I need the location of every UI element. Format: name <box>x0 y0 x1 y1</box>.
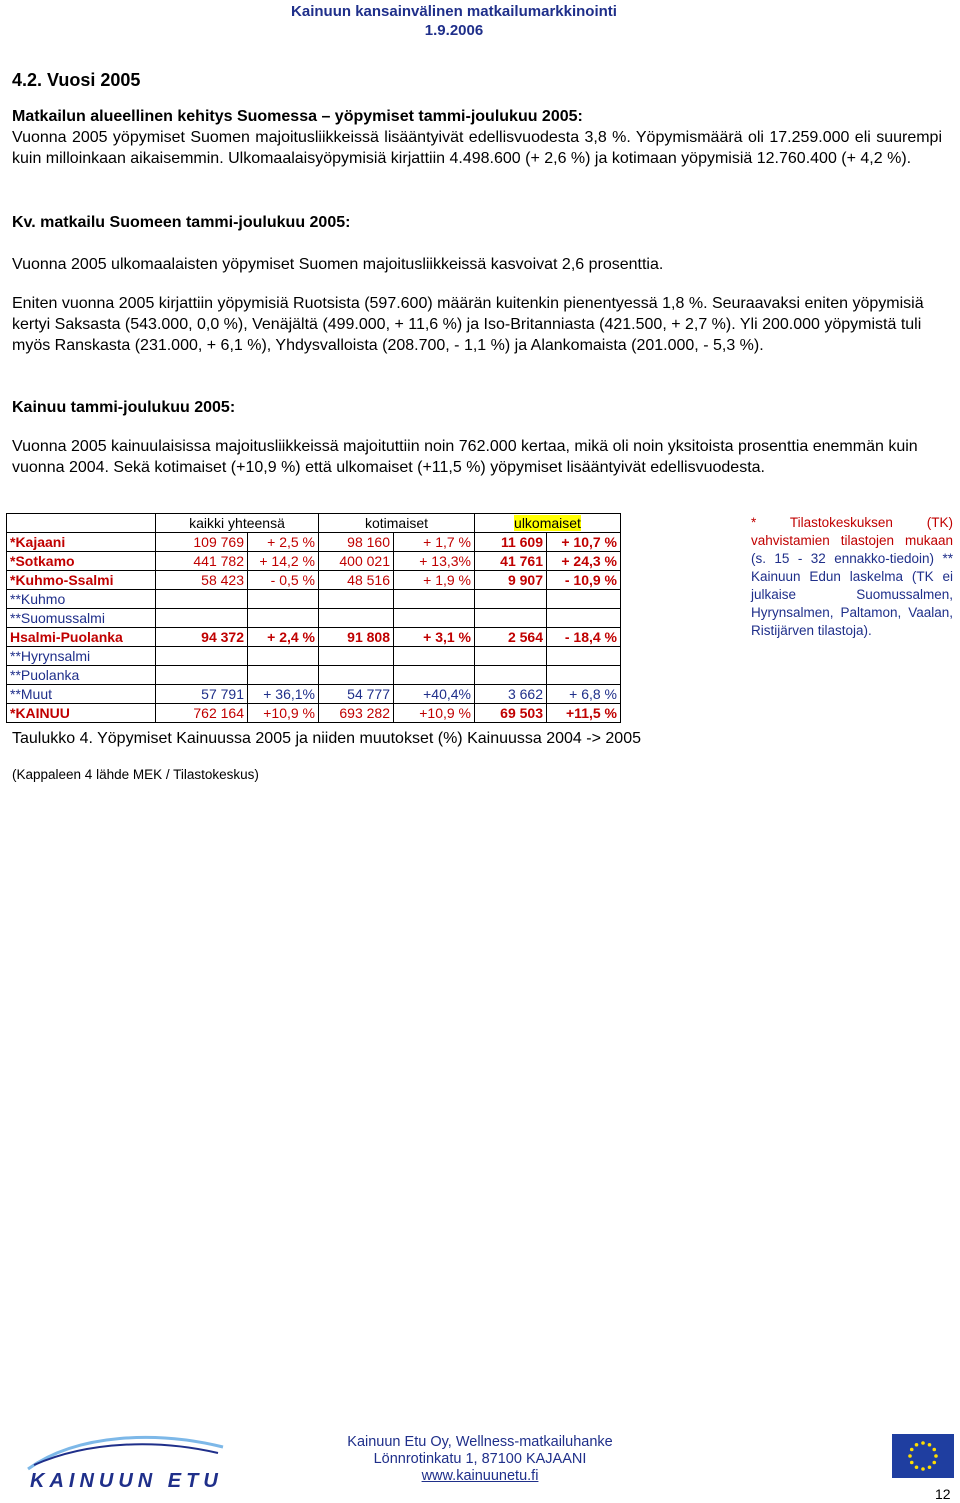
table-header-row <box>7 514 621 533</box>
cell-domestic: 400 021 <box>319 552 394 571</box>
cell-total: 57 791 <box>156 685 248 704</box>
cell-domestic: 54 777 <box>319 685 394 704</box>
cell-domestic-change: +40,4% <box>394 685 475 704</box>
footer-website-link[interactable]: www.kainuunetu.fi <box>421 1468 539 1484</box>
intro-text: Vuonna 2005 yöpymiset Suomen majoitusliikkeissä lisääntyivät edellisvuodesta 3,8 %. Yöpymismäärä oli 17.259.000 eli suurempi kuin milloinkaan aikaisemmin. Ulkomaalaisyöpymisiä kirjattiin 4.498.600 (+ 2,6 %) ja kotimaan yöpymisiä 12.760.400 (+ 4,2 %). <box>12 129 942 167</box>
header-date: 1.9.2006 <box>424 22 484 39</box>
row-name: **Puolanka <box>7 666 156 685</box>
cell-domestic: 98 160 <box>319 533 394 552</box>
source-note: (Kappaleen 4 lähde MEK / Tilastokeskus) <box>12 767 259 782</box>
intro-heading: Matkailun alueellinen kehitys Suomessa – yöpymiset tammi-joulukuu 2005: <box>12 108 583 125</box>
cell-total-change <box>248 590 319 609</box>
table-header-blank <box>7 514 156 533</box>
table-row <box>7 704 621 723</box>
cell-foreign: 2 564 <box>475 628 547 647</box>
table-row <box>7 666 621 685</box>
cell-foreign-change: + 24,3 % <box>547 552 621 571</box>
footer-company: Kainuun Etu Oy, Wellness-matkailuhanke <box>347 1434 613 1450</box>
cell-total <box>156 647 248 666</box>
cell-total-change <box>248 647 319 666</box>
cell-domestic-change <box>394 666 475 685</box>
table-row <box>7 552 621 571</box>
header-total: kaikki yhteensä <box>156 514 319 533</box>
cell-domestic: 91 808 <box>319 628 394 647</box>
eu-flag-icon <box>892 1434 954 1478</box>
row-name: **Hyrynsalmi <box>7 647 156 666</box>
kv-paragraph-2: Eniten vuonna 2005 kirjattiin yöpymisiä Ruotsista (597.600) määrän kuitenkin pienentyessä 1,8 %. Seuraavaksi eniten yöpymisiä kertyi Saksasta (543.000, 0,0 %), Venäjältä (499.000, + 11,6 %) ja Iso-Britanniasta (421.500, + 2,7 %). Yli 200.000 yöpymistä tuli myös Ranskasta (231.000, + 6,1 %), Yhdysvalloista (208.700, - 1,1 %) ja Alankomaista (201.000, - 5,3 %). <box>12 295 924 354</box>
cell-domestic-change <box>394 647 475 666</box>
cell-domestic: 693 282 <box>319 704 394 723</box>
side-note-preliminary: (s. 15 - 32 ennakko-tiedoin) <box>751 551 935 566</box>
page-number: 12 <box>935 1486 951 1502</box>
kainuu-text: Vuonna 2005 kainuulaisissa majoitusliikkeissä majoituttiin noin 762.000 kertaa, mikä oli noin yksitoista prosenttia enemmän kuin vuonna 2004. Sekä kotimaiset (+10,9 %) että ulkomaiset (+11,5 %) yöpymiset lisääntyivät edellisvuodesta. <box>12 438 918 476</box>
cell-total: 94 372 <box>156 628 248 647</box>
cell-foreign-change <box>547 609 621 628</box>
table-row <box>7 590 621 609</box>
cell-foreign: 41 761 <box>475 552 547 571</box>
cell-domestic-change: + 1,7 % <box>394 533 475 552</box>
kainuun-etu-logo <box>18 1425 233 1495</box>
cell-total: 58 423 <box>156 571 248 590</box>
cell-foreign-change <box>547 647 621 666</box>
cell-foreign: 11 609 <box>475 533 547 552</box>
eu-star-icon <box>908 1454 912 1458</box>
cell-domestic-change: +10,9 % <box>394 704 475 723</box>
cell-foreign <box>475 647 547 666</box>
eu-star-icon <box>915 1465 919 1469</box>
table-row <box>7 571 621 590</box>
cell-total-change: - 0,5 % <box>248 571 319 590</box>
row-name: *Kajaani <box>7 533 156 552</box>
cell-domestic-change: + 3,1 % <box>394 628 475 647</box>
cell-domestic <box>319 590 394 609</box>
header-domestic: kotimaiset <box>319 514 475 533</box>
cell-foreign-change: + 10,7 % <box>547 533 621 552</box>
cell-foreign <box>475 609 547 628</box>
table-row <box>7 628 621 647</box>
row-name: *Kuhmo-Ssalmi <box>7 571 156 590</box>
kv-heading: Kv. matkailu Suomeen tammi-joulukuu 2005: <box>12 214 351 231</box>
row-name: *Sotkamo <box>7 552 156 571</box>
cell-total-change <box>248 666 319 685</box>
cell-domestic <box>319 609 394 628</box>
side-note-tk: * Tilastokeskuksen (TK) vahvistamien tilastojen mukaan <box>751 515 953 548</box>
cell-total-change: + 2,5 % <box>248 533 319 552</box>
header-foreign <box>475 514 621 533</box>
intro-section <box>12 106 942 169</box>
cell-total-change: + 36,1% <box>248 685 319 704</box>
footer-address: Lönnrotinkatu 1, 87100 KAJAANI <box>373 1451 587 1467</box>
eu-star-icon <box>921 1441 925 1445</box>
cell-foreign: 3 662 <box>475 685 547 704</box>
row-name: Hsalmi-Puolanka <box>7 628 156 647</box>
table-row <box>7 533 621 552</box>
cell-domestic <box>319 647 394 666</box>
logo-text: KAINUUN ETU <box>30 1470 223 1492</box>
kv-paragraph-1: Vuonna 2005 ulkomaalaisten yöpymiset Suomen majoitusliikkeissä kasvoivat 2,6 prosenttia. <box>12 256 664 273</box>
cell-domestic <box>319 666 394 685</box>
eu-star-icon <box>910 1448 914 1452</box>
cell-foreign <box>475 666 547 685</box>
eu-star-icon <box>915 1443 919 1447</box>
cell-total: 109 769 <box>156 533 248 552</box>
cell-total: 441 782 <box>156 552 248 571</box>
table-caption: Taulukko 4. Yöpymiset Kainuussa 2005 ja niiden muutokset (%) Kainuussa 2004 -> 2005 <box>12 730 641 747</box>
cell-domestic-change: + 1,9 % <box>394 571 475 590</box>
eu-star-icon <box>932 1461 936 1465</box>
eu-star-icon <box>910 1461 914 1465</box>
cell-total-change: + 2,4 % <box>248 628 319 647</box>
table-side-note <box>751 514 953 640</box>
row-name: **Muut <box>7 685 156 704</box>
cell-total <box>156 609 248 628</box>
header-foreign-label: ulkomaiset <box>514 515 581 531</box>
cell-foreign-change: - 18,4 % <box>547 628 621 647</box>
cell-foreign-change: - 10,9 % <box>547 571 621 590</box>
table-row <box>7 685 621 704</box>
cell-domestic-change: + 13,3% <box>394 552 475 571</box>
overnight-stays-table <box>6 513 621 723</box>
cell-foreign-change <box>547 666 621 685</box>
kainuu-heading: Kainuu tammi-joulukuu 2005: <box>12 399 236 416</box>
side-note-calculation: ** Kainuun Edun laskelma (TK ei julkaise Suomussalmen, Hyrynsalmen, Paltamon, Vaalan, Ristijärven tilastoja). <box>751 551 953 638</box>
section-heading: 4.2. Vuosi 2005 <box>12 70 141 90</box>
eu-star-icon <box>928 1465 932 1469</box>
cell-domestic: 48 516 <box>319 571 394 590</box>
header-title: Kainuun kansainvälinen matkailumarkkinointi <box>291 3 617 20</box>
row-name: *KAINUU <box>7 704 156 723</box>
eu-star-icon <box>928 1443 932 1447</box>
row-name: **Suomussalmi <box>7 609 156 628</box>
eu-star-icon <box>932 1448 936 1452</box>
table-row <box>7 647 621 666</box>
cell-foreign <box>475 590 547 609</box>
cell-foreign: 9 907 <box>475 571 547 590</box>
table-row <box>7 609 621 628</box>
cell-foreign-change <box>547 590 621 609</box>
eu-star-icon <box>921 1467 925 1471</box>
row-name: **Kuhmo <box>7 590 156 609</box>
cell-total-change <box>248 609 319 628</box>
footer <box>320 1434 640 1485</box>
cell-foreign: 69 503 <box>475 704 547 723</box>
cell-foreign-change: +11,5 % <box>547 704 621 723</box>
cell-total-change: + 14,2 % <box>248 552 319 571</box>
cell-total: 762 164 <box>156 704 248 723</box>
cell-foreign-change: + 6,8 % <box>547 685 621 704</box>
cell-total <box>156 590 248 609</box>
eu-star-icon <box>934 1454 938 1458</box>
cell-total <box>156 666 248 685</box>
cell-domestic-change <box>394 609 475 628</box>
document-header <box>254 2 654 40</box>
cell-total-change: +10,9 % <box>248 704 319 723</box>
cell-domestic-change <box>394 590 475 609</box>
